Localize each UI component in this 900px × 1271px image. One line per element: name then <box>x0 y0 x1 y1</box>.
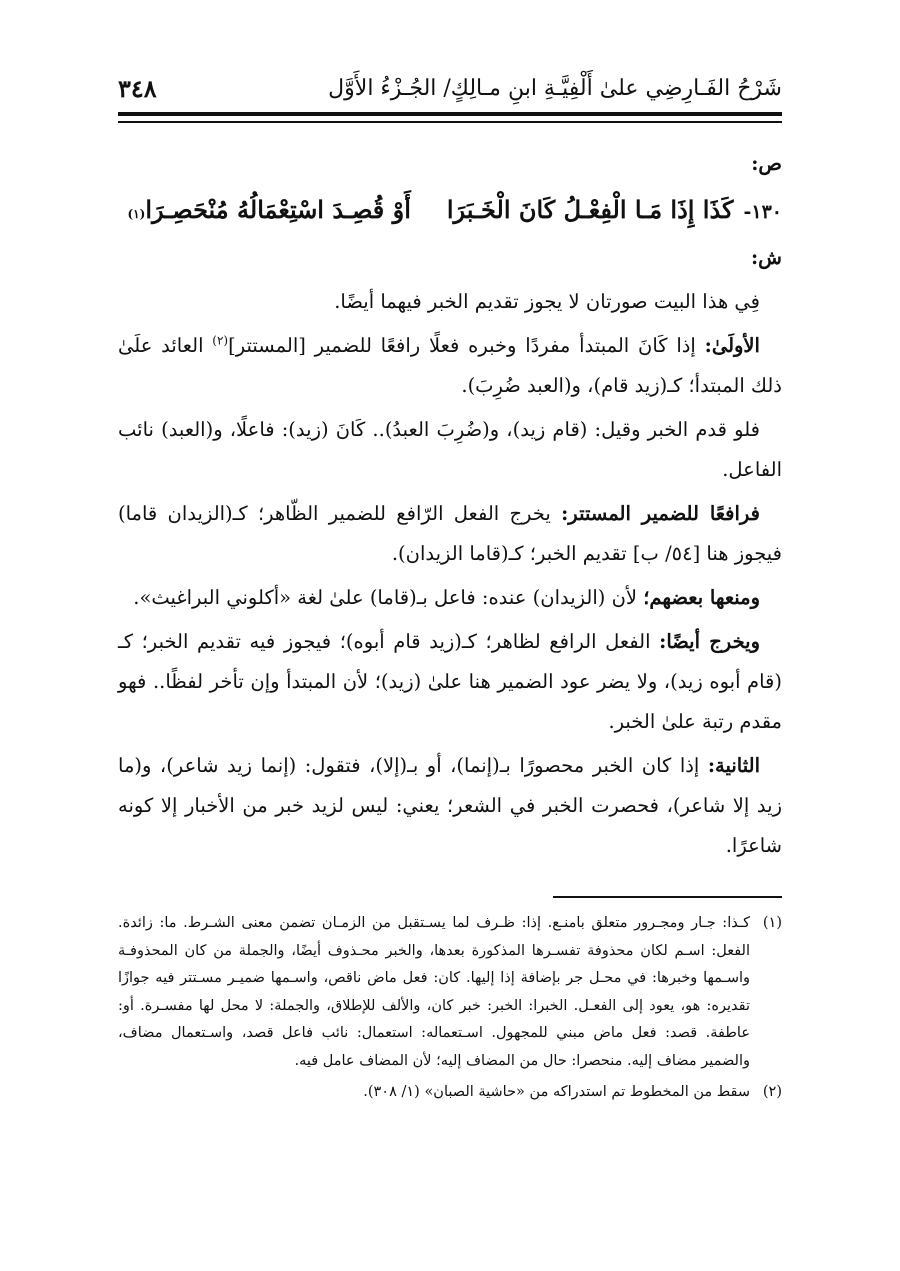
header-title: شَرْحُ الفَـارِضِي علىٰ أَلْفِيَّـةِ ابنِ مـالِكٍ/ الجُـزْءُ الأَوَّل <box>328 76 782 101</box>
verse-number: ١٣٠- <box>743 201 782 223</box>
page-number: ٣٤٨ <box>118 74 157 103</box>
footnote-text: كـذا: جـار ومجـرور متعلق بامنـع. إذا: ظـرف لما يسـتقبل من الزمـان تضمن معنى الشـرط. ما: زائدة. الفعل: اسـم لكان محذوفة تفسـرها المذكورة بعدها، والخبر محـذوف أيضًا، والجملة من كان المحذوفـة واسـمها وخبرها: في محـل جر بإضافة إذا إليها. كان: فعل ماض ناقص، واسـمها ضميـر مسـتتر فيه جوازًا تقديره: هو، يعود إلى الفعـل. الخبرا: الخبر: خبر كان، والألف للإطلاق، والجملة: لا محل لها مفسـرة. أو: عاطفة. قصد: فعل ماض مبني للمجهول. اسـتعماله: استعمال: نائب فاعل قصد، واسـتعمال مضاف، والضمير مضاف إليه. منحصرا: حال من المضاف إليه؛ لأن المضاف عامل فيه. <box>118 915 750 1069</box>
header-rule-thick <box>118 112 782 116</box>
raf-mustatir-text: يخرج الفعل الرّافع للضمير الظّاهر؛ كـ(الزيدان قاما) فيجوز هنا [٥٤/ ب] تقديم الخبر؛ كـ(قاما الزيدان). <box>118 502 782 565</box>
paragraph-objection <box>118 578 782 618</box>
footnote-number: (٢) <box>762 1084 782 1100</box>
footnote-1 <box>118 910 782 1075</box>
running-header <box>118 70 782 110</box>
paragraph-raf-mustatir <box>118 494 782 574</box>
footnote-text: سقط من المخطوط تم استدراكه من «حاشية الصبان» (١/ ٣٠٨). <box>363 1084 750 1100</box>
footnote-number: (١) <box>762 915 782 931</box>
paragraph-example: فلو قدم الخبر وقيل: (قام زيد)، و(ضُرِبَ العبدُ).. كَانَ (زيد): فاعلًا، و(العبد) نائب الفاعل. <box>118 418 782 481</box>
also-excluded-label: ويخرج أيضًا: <box>659 630 761 653</box>
footnote-2 <box>118 1079 782 1107</box>
second-case-label: الثانية: <box>707 754 760 777</box>
paragraph-also-excluded <box>118 622 782 742</box>
verse-line: ١٣٠- كَذَا إِذَا مَـا الْفِعْـلُ كَانَ الْخَـبَرَا أَوْ قُصِـدَ اسْتِعْمَالُهُ مُنْحَصِـرَا (١) <box>118 188 782 234</box>
also-excluded-text: الفعل الرافع لظاهر؛ كـ(زيد قام أبوه)؛ فيجوز فيه تقديم الخبر؛ كـ (قام أبوه زيد)، ولا يضر عود الضمير هنا علىٰ (زيد)؛ لأن المبتدأ وإن تأخر لفظًا.. فهو مقدم رتبة علىٰ الخبر. <box>118 630 782 733</box>
footnote-separator <box>553 896 782 898</box>
paragraph-second-case <box>118 746 782 866</box>
verse-hemistich-1: كَذَا إِذَا مَـا الْفِعْـلُ كَانَ الْخَـبَرَا <box>446 195 734 224</box>
objection-label: ومنعها بعضهم؛ <box>643 586 760 609</box>
verse-hemistich-2: أَوْ قُصِـدَ اسْتِعْمَالُهُ مُنْحَصِـرَا <box>145 195 411 224</box>
sad-label: ص: <box>751 152 782 175</box>
footnotes <box>118 910 782 1107</box>
main-text <box>118 144 782 870</box>
objection-text: لأن (الزيدان) عنده: فاعل بـ(قاما) علىٰ لغة «أكلوني البراغيث». <box>133 586 644 609</box>
first-case-text-a: إذا كَانَ المبتدأ مفردًا وخبره فعلًا رافعًا للضمير [المستتر] <box>228 334 705 357</box>
paragraph-first-case <box>118 326 782 406</box>
first-case-label: الأولَىٰ: <box>704 334 760 357</box>
second-case-text: إذا كان الخبر محصورًا بـ(إنما)، أو بـ(إلا)، فتقول: (إنما زيد شاعر)، و(ما زيد إلا شاعر)، فحصرت الخبر في الشعر؛ يعني: ليس لزيد خبر من الأخبار إلا كونه شاعرًا. <box>118 754 782 857</box>
first-case-text-b: العائد علَىٰ ذلك المبتدأ؛ كـ(زيد قام)، و(العبد ضُرِبَ). <box>118 334 782 397</box>
header-rule-thin <box>118 121 782 123</box>
shin-label: ش: <box>750 246 782 269</box>
footnote-ref-2: (٢) <box>212 333 229 348</box>
raf-mustatir-label: فرافعًا للضمير المستتر: <box>561 502 760 525</box>
paragraph-intro: فِي هذا البيت صورتان لا يجوز تقديم الخبر فيهما أيضًا. <box>334 290 760 313</box>
